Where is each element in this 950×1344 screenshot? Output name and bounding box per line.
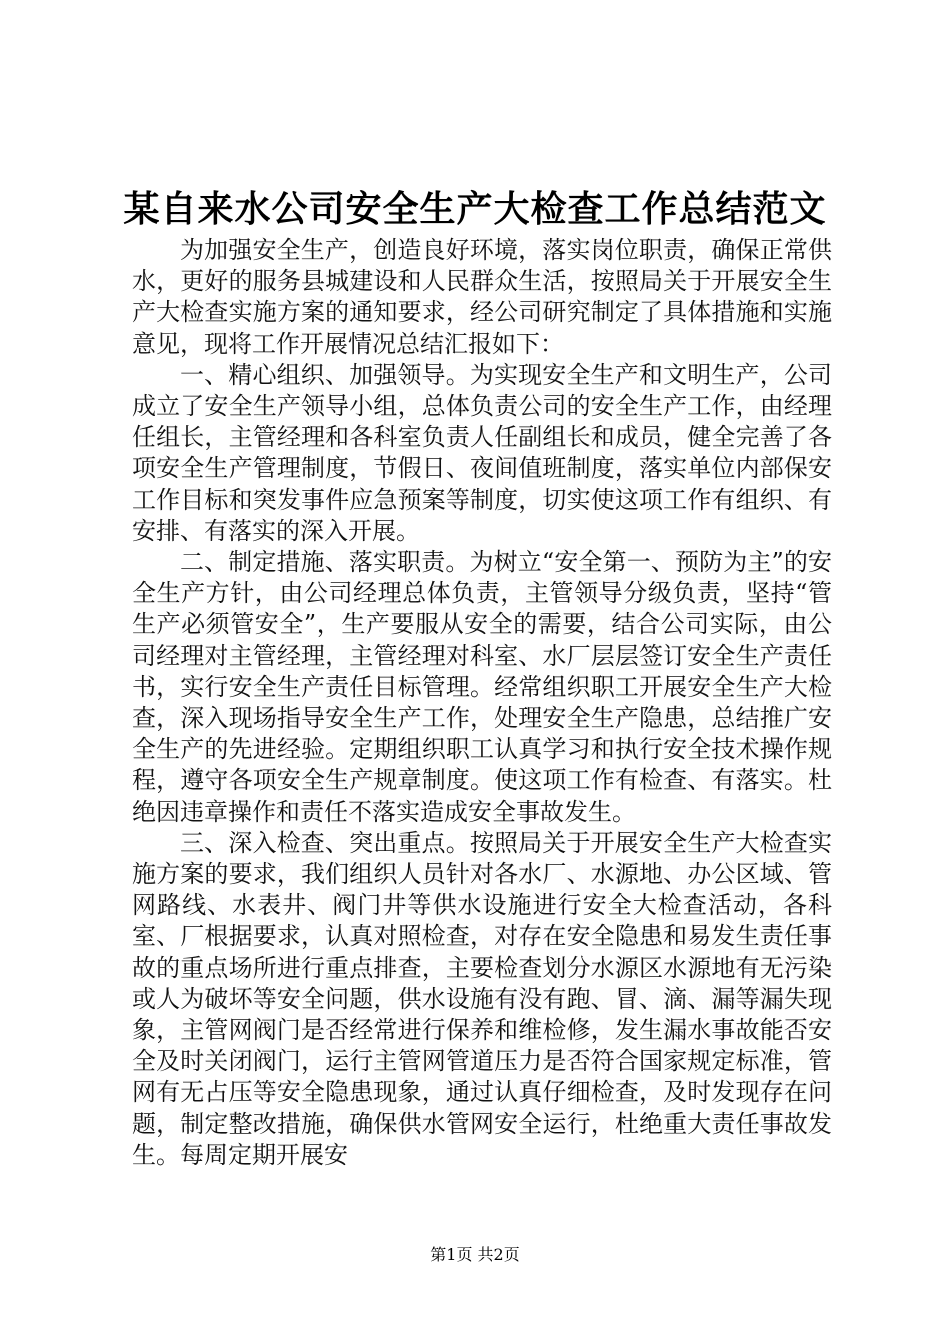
paragraph-section-2: 二、制定措施、落实职责。为树立“安全第一、预防为主”的安全生产方针，由公司经理总体负责，主管领导分级负责，坚持“管生产必须管安全”，生产要服从安全的需要，结合公司实际，由公司经理对主管经理，主管经理对科室、水厂层层签订安全生产责任书，实行安全生产责任目标管理。经常组织职工开展安全生产大检查，深入现场指导安全生产工作，处理安全生产隐患，总结推广安全生产的先进经验。定期组织职工认真学习和执行安全技术操作规程，遵守各项安全生产规章制度。使这项工作有检查、有落实。杜绝因违章操作和责任不落实造成安全事故发生。 (132, 548, 832, 826)
page-number-footer: 第1页 共2页 (430, 1245, 520, 1264)
paragraph-section-1: 一、精心组织、加强领导。为实现安全生产和文明生产，公司成立了安全生产领导小组，总体负责公司的安全生产工作，由经理任组长，主管经理和各科室负责人任副组长和成员，健全完善了各项安全生产管理制度，节假日、夜间值班制度，落实单位内部保安工作目标和突发事件应急预案等制度，切实使这项工作有组织、有安排、有落实的深入开展。 (132, 360, 832, 545)
document-title: 某自来水公司安全生产大检查工作总结范文 (123, 188, 827, 230)
paragraph-section-3: 三、深入检查、突出重点。按照局关于开展安全生产大检查实施方案的要求，我们组织人员针对各水厂、水源地、办公区域、管网路线、水表井、阀门井等供水设施进行安全大检查活动，各科室、厂根据要求，认真对照检查，对存在安全隐患和易发生责任事故的重点场所进行重点排查，主要检查划分水源区水源地有无污染或人为破坏等安全问题，供水设施有没有跑、冒、滴、漏等漏失现象，主管网阀门是否经常进行保养和维检修，发生漏水事故能否安全及时关闭阀门，运行主管网管道压力是否符合国家规定标准，管网有无占压等安全隐患现象，通过认真仔细检查，及时发现存在问题，制定整改措施，确保供水管网安全运行，杜绝重大责任事故发生。每周定期开展安 (132, 828, 832, 1169)
document-body (132, 235, 832, 1171)
paragraph-intro: 为加强安全生产，创造良好环境，落实岗位职责，确保正常供水，更好的服务县城建设和人民群众生活，按照局关于开展安全生产大检查实施方案的通知要求，经公司研究制定了具体措施和实施意见，现将工作开展情况总结汇报如下： (132, 236, 832, 358)
